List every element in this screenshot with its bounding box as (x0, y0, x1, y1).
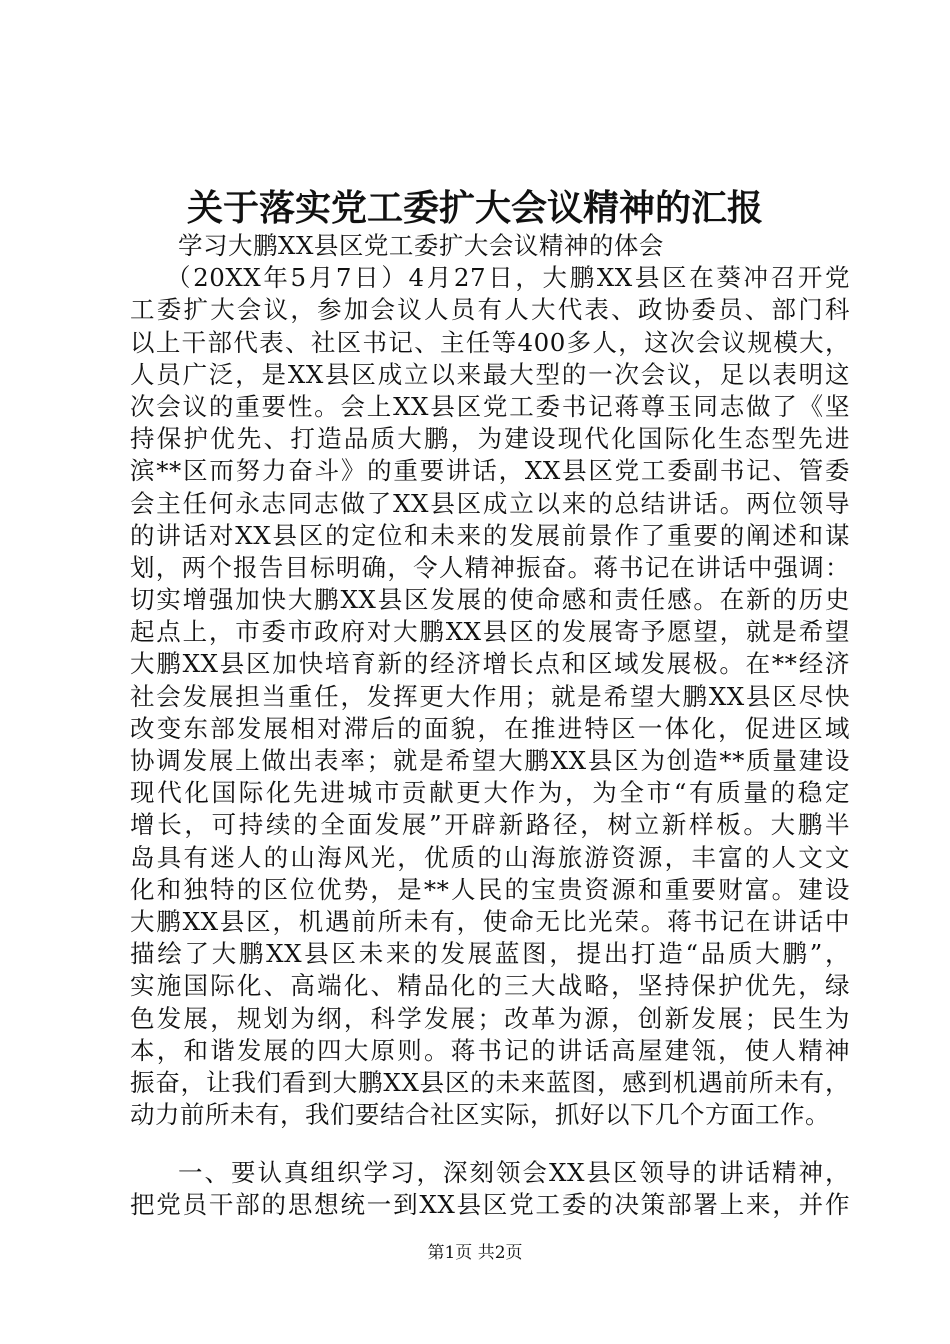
paragraph-line: 动力前所未有，我们要结合社区实际，抓好以下几个方面工作。 (130, 1100, 830, 1130)
paragraph-line: 工委扩大会议，参加会议人员有人大代表、政协委员、部门科 (130, 295, 850, 325)
paragraph-line: 持保护优先、打造品质大鹏，为建设现代化国际化生态型先进 (130, 424, 850, 454)
paragraph-2 (130, 1157, 850, 1221)
paragraph-line: （20XX年5月7日）4月27日，大鹏XX县区在葵冲召开党 (166, 263, 850, 293)
paragraph-line: 社会发展担当重任，发挥更大作用；就是希望大鹏XX县区尽快 (130, 681, 850, 711)
paragraph-1 (130, 262, 850, 1131)
paragraph-spacer (130, 1131, 850, 1157)
paragraph-line: 岛具有迷人的山海风光，优质的山海旅游资源，丰富的人文文 (130, 842, 850, 872)
page-footer: 第1页 共2页 (427, 1243, 523, 1263)
paragraph-line: 实施国际化、高端化、精品化的三大战略，坚持保护优先，绿 (130, 971, 850, 1001)
paragraph-line: 化和独特的区位优势，是**人民的宝贵资源和重要财富。建设 (130, 874, 850, 904)
paragraph-line: 切实增强加快大鹏XX县区发展的使命感和责任感。在新的历史 (130, 585, 850, 615)
paragraph-line: 划，两个报告目标明确，令人精神振奋。蒋书记在讲话中强调： (130, 552, 850, 582)
paragraph-line: 协调发展上做出表率；就是希望大鹏XX县区为创造**质量建设 (130, 746, 850, 775)
paragraph-line: 会主任何永志同志做了XX县区成立以来的总结讲话。两位领导 (130, 488, 850, 518)
document-title: 关于落实党工委扩大会议精神的汇报 (186, 187, 763, 229)
document-subtitle: 学习大鹏XX县区党工委扩大会议精神的体会 (178, 231, 664, 260)
paragraph-line: 滨**区而努力奋斗》的重要讲话，XX县区党工委副书记、管委 (130, 456, 850, 486)
paragraph-line: 改变东部发展相对滞后的面貌，在推进特区一体化，促进区域 (130, 713, 850, 743)
paragraph-line: 以上干部代表、社区书记、主任等400多人，这次会议规模大， (130, 327, 850, 357)
paragraph-line: 色发展，规划为纲，科学发展；改革为源，创新发展；民生为 (130, 1003, 850, 1033)
document-body (130, 230, 850, 1222)
paragraph-line: 把党员干部的思想统一到XX县区党工委的决策部署上来，并作 (130, 1190, 850, 1220)
paragraph-line: 振奋，让我们看到大鹏XX县区的未来蓝图，感到机遇前所未有， (130, 1067, 850, 1097)
paragraph-line: 起点上，市委市政府对大鹏XX县区的发展寄予愿望，就是希望 (130, 617, 850, 647)
paragraph-line: 大鹏XX县区加快培育新的经济增长点和区域发展极。在**经济 (130, 649, 850, 679)
paragraph-line: 次会议的重要性。会上XX县区党工委书记蒋尊玉同志做了《坚 (130, 391, 850, 421)
paragraph-line: 描绘了大鹏XX县区未来的发展蓝图，提出打造“品质大鹏”， (130, 939, 850, 969)
paragraph-line: 的讲话对XX县区的定位和未来的发展前景作了重要的阐述和谋 (130, 520, 850, 550)
paragraph-line: 增长，可持续的全面发展”开辟新路径，树立新样板。大鹏半 (130, 810, 850, 840)
paragraph-line: 大鹏XX县区，机遇前所未有，使命无比光荣。蒋书记在讲话中 (130, 906, 850, 936)
paragraph-line: 一、要认真组织学习，深刻领会XX县区领导的讲话精神， (178, 1158, 850, 1188)
paragraph-line: 本，和谐发展的四大原则。蒋书记的讲话高屋建瓴，使人精神 (130, 1035, 850, 1065)
paragraph-line: 人员广泛，是XX县区成立以来最大型的一次会议，足以表明这 (130, 359, 850, 389)
paragraph-line: 现代化国际化先进城市贡献更大作为，为全市“有质量的稳定 (130, 778, 850, 808)
